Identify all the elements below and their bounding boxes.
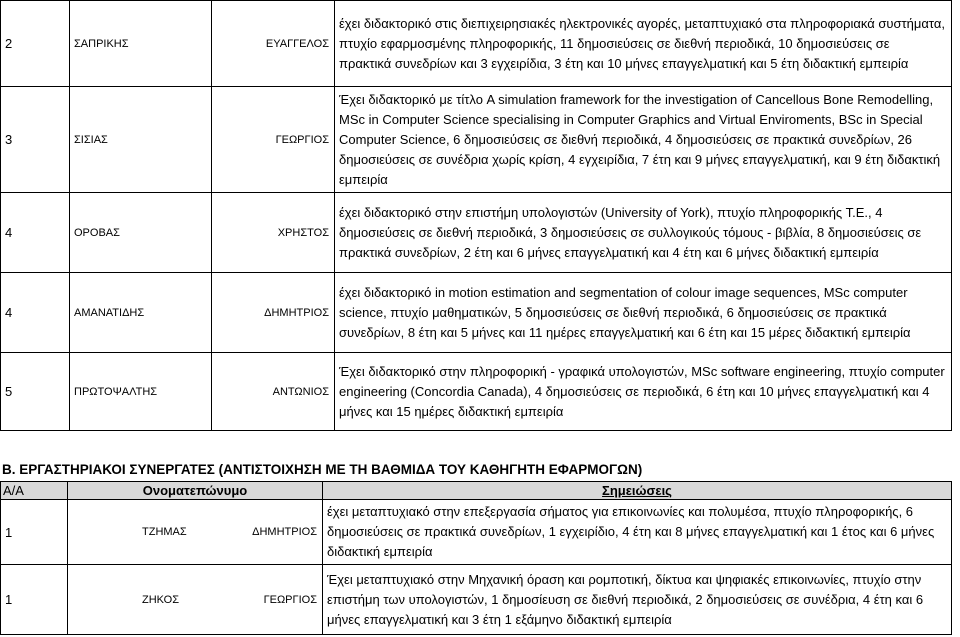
row-number: 4	[1, 273, 70, 353]
firstname-cell: ΧΡΗΣΤΟΣ	[212, 193, 335, 273]
firstname-cell: ΓΕΩΡΓΙΟΣ	[212, 87, 335, 193]
firstname-cell: ΔΗΜΗΤΡΙΟΣ	[252, 526, 317, 538]
notes-cell: έχει διδακτορικό στις διεπιχειρησιακές ηλεκτρονικές αγορές, μεταπτυχιακό στα πληροφοριακά συστήματα, πτυχίο εφαρμοσμένης πληροφορικής, 11 δημοσιεύσεις σε διεθνή περιοδικά, 10 δημοσιεύσεις σε πρακτικά συνεδρίων και 3 εγχειρίδια, 3 έτη και 10 μήνες επαγγελματική και 5 έτη διδακτική εμπειρία	[335, 1, 952, 87]
firstname-cell: ΔΗΜΗΤΡΙΟΣ	[212, 273, 335, 353]
surname-cell: ΟΡΟΒΑΣ	[70, 193, 212, 273]
notes-cell: Έχει διδακτορικό με τίτλο A simulation framework for the investigation of Cancellous Bone Remodelling, MSc in Computer Science specialising in Computer Graphics and Virtual Enviroments, BSc in Special Computer Science, 6 δημοσιεύσεις σε διεθνή περιοδικά, 4 δημοσιεύσεις σε πρακτικά συνεδρίων, 26 δημοσιεύσεις σε συνέδρια χωρίς κρίση, 4 εγχειρίδια, 7 έτη και 9 μήνες επαγγελματική, και 9 έτη διδακτική εμπειρία	[335, 87, 952, 193]
firstname-cell: ΓΕΩΡΓΙΟΣ	[263, 593, 317, 606]
name-cell	[68, 500, 323, 565]
table-row	[1, 500, 952, 565]
staff-table-bottom	[0, 481, 952, 635]
table-row	[1, 193, 952, 273]
header-notes: Σημειώσεις	[323, 482, 952, 500]
surname-cell: ΑΜΑΝΑΤΙΔΗΣ	[70, 273, 212, 353]
firstname-cell: ΕΥΑΓΓΕΛΟΣ	[212, 1, 335, 87]
table-row	[1, 87, 952, 193]
table-row	[1, 565, 952, 635]
table-row	[1, 1, 952, 87]
notes-cell: έχει διδακτορικό στην επιστήμη υπολογιστών (University of York), πτυχίο πληροφορικής Τ.Ε., 4 δημοσιεύσεις σε διεθνή περιοδικά, 3 δημοσιεύσεις σε συλλογικούς τόμους - βιβλία, 8 δημοσιεύσεις σε πρακτικά συνεδρίων, 2 έτη και 6 μήνες επαγγελματική και 4 έτη και 6 μήνες διδακτική εμπειρία	[335, 193, 952, 273]
header-number: Α/Α	[1, 482, 68, 500]
row-number: 4	[1, 193, 70, 273]
surname-cell: ΠΡΩΤΟΨΑΛΤΗΣ	[70, 353, 212, 431]
table-row	[1, 353, 952, 431]
surname-cell: ΤΖΗΜΑΣ	[142, 526, 187, 538]
table-header-row	[1, 482, 952, 500]
row-number: 1	[1, 500, 68, 565]
surname-cell: ΣΙΣΙΑΣ	[70, 87, 212, 193]
table-row	[1, 273, 952, 353]
row-number: 3	[1, 87, 70, 193]
section-b-title: Β. ΕΡΓΑΣΤΗΡΙΑΚΟΙ ΣΥΝΕΡΓΑΤΕΣ (ΑΝΤΙΣΤΟΙΧΗΣΗ ΜΕ ΤΗ ΒΑΘΜΙΔΑ ΤΟΥ ΚΑΘΗΓΗΤΗ ΕΦΑΡΜΟΓΩΝ)	[2, 462, 643, 477]
row-number: 2	[1, 1, 70, 87]
notes-cell: Έχει μεταπτυχιακό στην Μηχανική όραση και ρομποτική, δίκτυα και ψηφιακές επικοινωνίες, πτυχίο στην επιστήμη των υπολογιστών, 1 δημοσίευση σε διεθνή περιοδικά, 2 δημοσιεύσεις σε συνέδρια, 4 έτη και 6 μήνες επαγγελματική και 3 έτη 1 εξάμηνο διδακτική εμπειρία	[323, 565, 952, 635]
row-number: 5	[1, 353, 70, 431]
notes-cell: έχει διδακτορικό in motion estimation and segmentation of colour image sequences, MSc computer science, πτυχίο μαθηματικών, 5 δημοσιεύσεις σε διεθνή περιοδικά, 6 δημοσιεύσεις σε πρακτικά συνεδρίων, 8 έτη και 5 μήνες και 11 ημέρες επαγγελματική και 6 έτη και 15 μέρες διδακτική εμπειρία	[335, 273, 952, 353]
name-cell	[68, 565, 323, 635]
header-name: Ονοματεπώνυμο	[68, 482, 323, 500]
surname-cell: ΖΗΚΟΣ	[142, 593, 180, 606]
row-number: 1	[1, 565, 68, 635]
notes-cell: Έχει διδακτορικό στην πληροφορική - γραφικά υπολογιστών, MSc software engineering, πτυχίο computer engineering (Concordia Canada), 4 δημοσιεύσεις σε περιοδικά, 6 έτη και 10 μήνες επαγγελματική και 4 μήνες και 15 ημέρες διδακτική εμπειρία	[335, 353, 952, 431]
surname-cell: ΣΑΠΡΙΚΗΣ	[70, 1, 212, 87]
firstname-cell: ΑΝΤΩΝΙΟΣ	[212, 353, 335, 431]
notes-cell: έχει μεταπτυχιακό στην επεξεργασία σήματος για επικοινωνίες και πολυμέσα, πτυχίο πληροφορικής, 6 δημοσιεύσεις σε πρακτικά συνεδρίων, 1 εγχειρίδιο, 4 έτη και 8 μήνες επαγγελματική και 1 έτος και 6 μήνες διδακτική εμπειρία	[323, 500, 952, 565]
